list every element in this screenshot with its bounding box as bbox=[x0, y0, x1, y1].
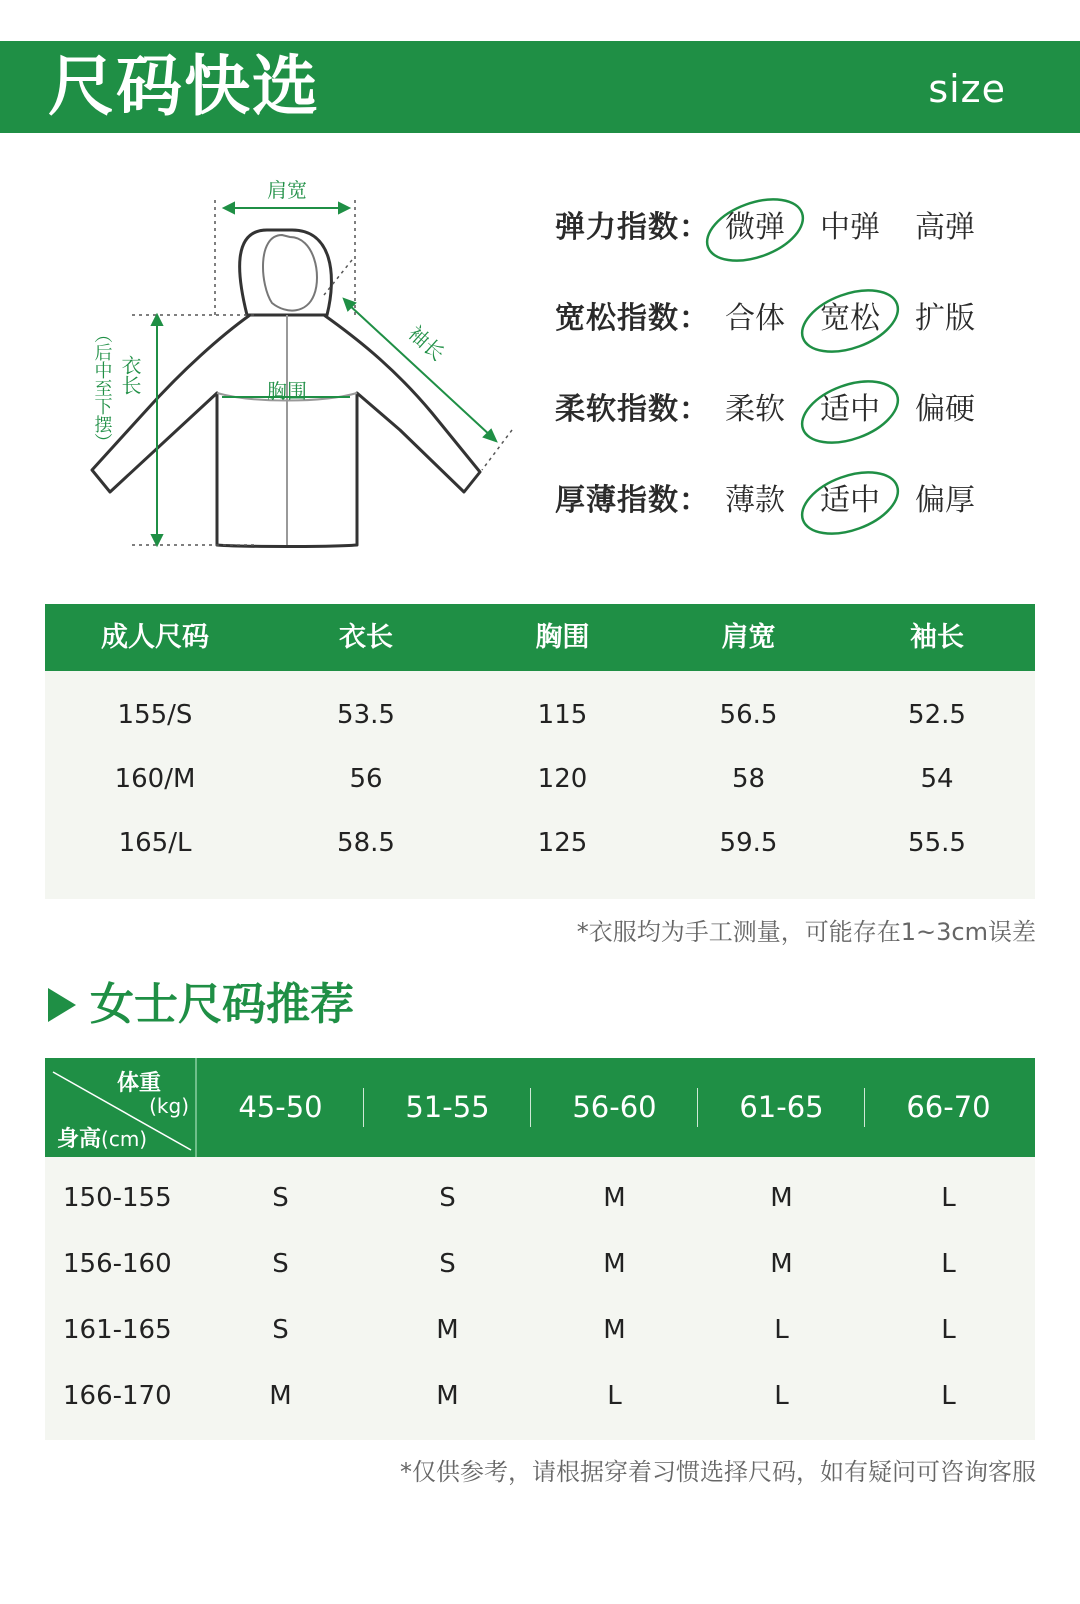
index-option: 高弹 bbox=[915, 210, 975, 245]
index-option: 柔软 bbox=[725, 392, 785, 427]
index-option: 偏厚 bbox=[915, 483, 975, 518]
table-cell: 52.5 bbox=[908, 700, 966, 730]
table-row bbox=[45, 683, 1035, 747]
size-table-body bbox=[45, 671, 1035, 899]
table-cell: 58.5 bbox=[337, 828, 395, 858]
rec-table-header bbox=[45, 1058, 1035, 1157]
table-cell: 55.5 bbox=[908, 828, 966, 858]
size-table-header bbox=[45, 604, 1035, 671]
weight-header: 体重 bbox=[116, 1071, 161, 1096]
size-cell: S bbox=[272, 1183, 289, 1213]
size-cell: L bbox=[941, 1315, 956, 1345]
height-header: 身高(cm) bbox=[57, 1127, 148, 1152]
index-option: 适中 bbox=[800, 380, 900, 440]
table-cell: 155/S bbox=[117, 700, 193, 730]
height-cell: 166-170 bbox=[63, 1381, 172, 1411]
index-row-softness bbox=[555, 380, 1025, 440]
table-cell: 160/M bbox=[114, 764, 196, 794]
jacket-illustration bbox=[82, 175, 542, 570]
index-option: 偏硬 bbox=[915, 392, 975, 427]
size-cell: M bbox=[603, 1249, 626, 1279]
size-cell: M bbox=[436, 1381, 459, 1411]
size-cell: M bbox=[269, 1381, 292, 1411]
index-option: 宽松 bbox=[800, 289, 900, 349]
size-cell: M bbox=[770, 1249, 793, 1279]
table-cell: 59.5 bbox=[719, 828, 778, 858]
triangle-icon bbox=[48, 988, 76, 1022]
table-row bbox=[45, 1297, 1035, 1363]
size-cell: M bbox=[603, 1183, 626, 1213]
size-cell: S bbox=[272, 1249, 289, 1279]
size-cell: L bbox=[941, 1249, 956, 1279]
size-chart-table bbox=[45, 604, 1035, 899]
table-cell: 165/L bbox=[118, 828, 192, 858]
weight-column-header: 56-60 bbox=[531, 1058, 698, 1157]
weight-column-header: 45-50 bbox=[197, 1058, 364, 1157]
header-cell: 胸围 bbox=[535, 622, 590, 653]
table-row bbox=[45, 811, 1035, 875]
index-label: 宽松指数： bbox=[555, 301, 710, 336]
rec-table-body bbox=[45, 1157, 1035, 1440]
table-cell: 115 bbox=[537, 700, 588, 730]
height-cell: 150-155 bbox=[63, 1183, 172, 1213]
weight-column-header: 66-70 bbox=[906, 1090, 991, 1124]
table-cell: 56 bbox=[349, 764, 383, 794]
index-option: 合体 bbox=[725, 301, 785, 336]
jacket-measurement-diagram bbox=[82, 175, 542, 570]
corner-header-cell bbox=[45, 1058, 197, 1157]
size-cell: L bbox=[774, 1381, 789, 1411]
sleeve-label: 袖长 bbox=[403, 320, 450, 366]
table-cell: 53.5 bbox=[337, 700, 395, 730]
index-label: 厚薄指数： bbox=[555, 483, 710, 518]
index-row-thickness bbox=[555, 471, 1025, 531]
table-row bbox=[45, 1165, 1035, 1231]
size-cell: S bbox=[272, 1315, 289, 1345]
table-cell: 120 bbox=[537, 764, 588, 794]
header-banner bbox=[0, 41, 1080, 133]
size-tag: size bbox=[928, 67, 1006, 111]
section-title: 女士尺码推荐 bbox=[48, 975, 354, 1035]
index-option: 微弹 bbox=[705, 198, 805, 258]
header-cell: 成人尺码 bbox=[101, 622, 209, 653]
header-cell: 肩宽 bbox=[721, 622, 776, 653]
index-label: 弹力指数： bbox=[555, 210, 710, 245]
size-cell: M bbox=[770, 1183, 793, 1213]
table-row bbox=[45, 747, 1035, 811]
table-cell: 58 bbox=[731, 764, 766, 794]
weight-column-header: 51-55 bbox=[364, 1058, 531, 1157]
weight-column-header: 61-65 bbox=[698, 1058, 865, 1157]
header-cell: 袖长 bbox=[910, 622, 964, 653]
size-cell: L bbox=[774, 1315, 789, 1345]
size-cell: M bbox=[603, 1315, 626, 1345]
table-row bbox=[45, 1363, 1035, 1429]
index-row-elasticity bbox=[555, 198, 1025, 258]
length-note: （后中至下摆） bbox=[91, 325, 113, 451]
index-label: 柔软指数： bbox=[555, 392, 710, 427]
measurement-note: *衣服均为手工测量，可能存在1~3cm误差 bbox=[576, 918, 1036, 946]
index-option: 中弹 bbox=[820, 210, 880, 245]
size-cell: M bbox=[436, 1315, 459, 1345]
size-cell: L bbox=[607, 1381, 622, 1411]
table-row bbox=[45, 1231, 1035, 1297]
chest-label: 胸围 bbox=[267, 379, 307, 403]
shoulder-label: 肩宽 bbox=[267, 178, 307, 202]
table-cell: 54 bbox=[920, 764, 954, 794]
index-option: 扩版 bbox=[915, 301, 975, 336]
page-title: 尺码快选 bbox=[48, 48, 320, 125]
height-cell: 156-160 bbox=[63, 1249, 172, 1279]
size-cell: L bbox=[941, 1381, 956, 1411]
index-option: 薄款 bbox=[725, 483, 785, 518]
weight-unit: (kg) bbox=[149, 1094, 189, 1118]
size-cell: S bbox=[439, 1183, 456, 1213]
size-cell: S bbox=[439, 1249, 456, 1279]
index-option: 适中 bbox=[800, 471, 900, 531]
length-label: 衣长 bbox=[118, 355, 142, 395]
header-cell: 衣长 bbox=[339, 622, 393, 653]
index-row-fit bbox=[555, 289, 1025, 349]
height-cell: 161-165 bbox=[63, 1315, 172, 1345]
size-recommendation-table bbox=[45, 1058, 1035, 1440]
recommendation-note: *仅供参考，请根据穿着习惯选择尺码，如有疑问可咨询客服 bbox=[400, 1458, 1036, 1486]
table-cell: 56.5 bbox=[719, 700, 778, 730]
table-cell: 125 bbox=[537, 828, 588, 858]
size-cell: L bbox=[941, 1183, 956, 1213]
